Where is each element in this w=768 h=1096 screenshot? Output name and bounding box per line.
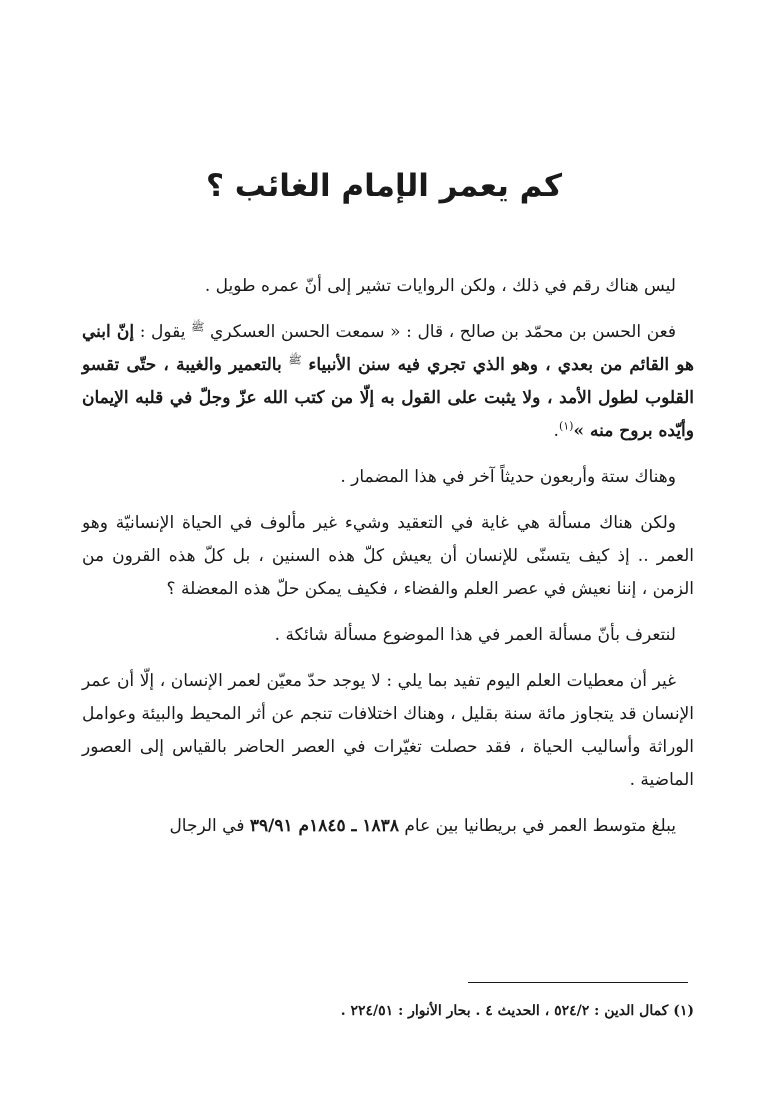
hadith-quote-part-1: إنّ ابني هو القائم من بعدي ، وهو الذي تجري فيه سنن الأنبياء <box>82 322 695 375</box>
paragraph-3: وهناك ستة وأربعون حديثاً آخر في هذا المضمار . <box>340 467 676 487</box>
paragraph-7-years: ١٨٣٨ ـ ١٨٤٥م ٣٩/٩١ <box>249 816 399 836</box>
footnote-divider <box>468 982 688 983</box>
paragraph-1: ليس هناك رقم في ذلك ، ولكن الروايات تشير إلى أنّ عمره طويل . <box>204 276 676 296</box>
footnote-reference[interactable]: (١) <box>558 419 574 433</box>
blessing-mark: ﷺ <box>191 320 205 334</box>
paragraph-2 <box>82 316 694 448</box>
paragraph-5: لنتعرف بأنّ مسألة العمر في هذا الموضوع مسألة شائكة . <box>274 625 676 645</box>
blessing-mark: ﷺ <box>288 353 302 367</box>
paragraph-2-intro: فعن الحسن بن محمّد بن صالح ، قال : « سمعت الحسن العسكري <box>210 322 677 342</box>
paragraph-4: ولكن هناك مسألة هي غاية في التعقيد وشيء غير مألوف في الحياة الإنسانيّة وهو العمر .. إذ كيف يتسنّى للإنسان أن يعيش كلّ هذه السنين ، بل كلّ هذه القرون من الزمن ، إننا نعيش في عصر العلم والفضاء ، فكيف يمكن حلّ هذه المعضلة ؟ <box>82 513 694 599</box>
paragraph-2-end: . <box>553 421 559 441</box>
paragraph-2-says: يقول : <box>139 322 186 342</box>
paragraph-7-start: يبلغ متوسط العمر في بريطانيا بين عام <box>404 816 676 836</box>
body-text <box>82 270 694 856</box>
paragraph-6: غير أن معطيات العلم اليوم تفيد بما يلي : لا يوجد حدّ معيّن لعمر الإنسان ، إلّا أن عمر الإنسان قد يتجاوز مائة سنة بقليل ، وهناك اختلافات تنجم عن أثر المحيط والبيئة وعوامل الوراثة وأساليب الحياة ، فقد حصلت تغيّرات في العصر الحاضر بالقياس إلى العصور الماضية . <box>82 671 694 790</box>
paragraph-7 <box>82 810 694 843</box>
page-title: كم يعمر الإمام الغائب ؟ <box>205 168 562 204</box>
hadith-quote-part-2: بالتعمير والغيبة ، حتّى تقسو القلوب لطول الأمد ، ولا يثبت على القول به إلّا من كتب الله عزّ وجلّ في قلبه الإيمان وأيّده بروح منه » <box>82 355 694 441</box>
footnote: (١) كمال الدين : ٥٢٤/٢ ، الحديث ٤ . بحار الأنوار : ٢٢٤/٥١ . <box>340 1003 694 1019</box>
paragraph-7-end: في الرجال <box>169 816 245 836</box>
